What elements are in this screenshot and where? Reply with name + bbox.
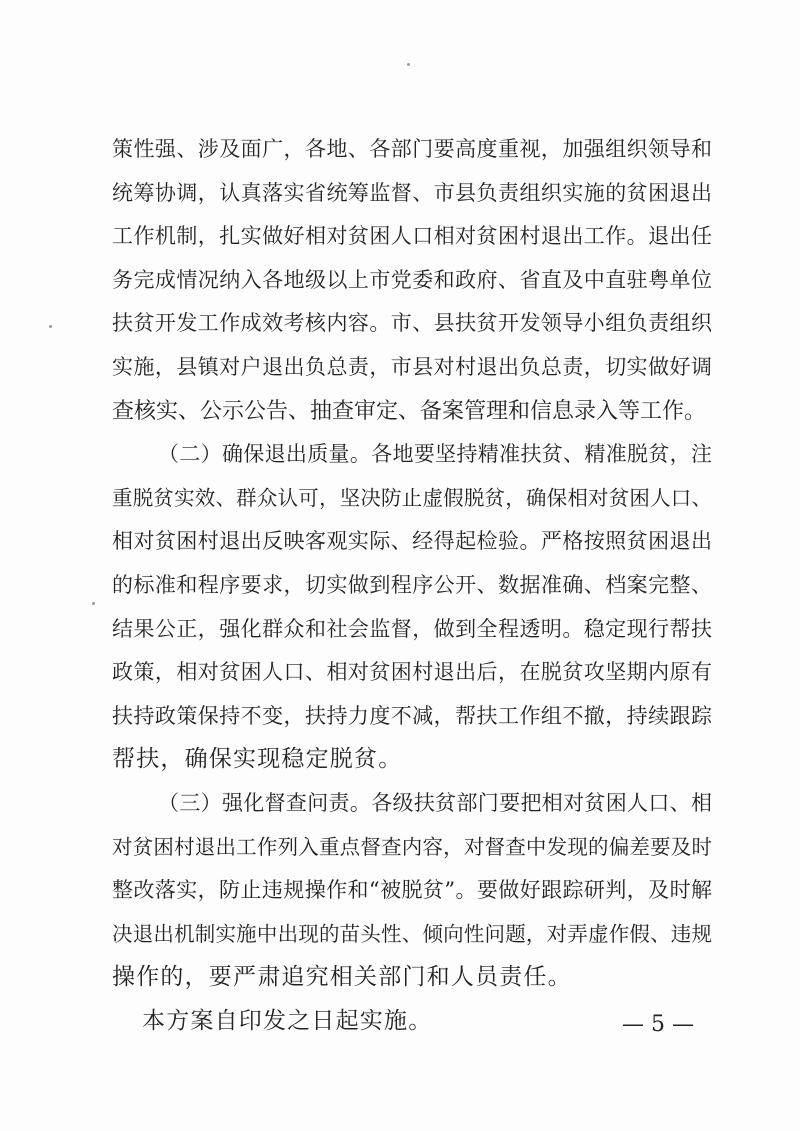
text-line: 政策，相对贫困人口、相对贫困村退出后，在脱贫攻坚期内原有 [112, 660, 712, 685]
text-line: 统筹协调，认真落实省统筹监督、市县负责组织实施的贫困退出 [112, 180, 712, 205]
text-line: 决退出机制实施中出现的苗头性、倾向性问题，对弄虚作假、违规 [112, 921, 712, 946]
text-line: 策性强、涉及面广，各地、各部门要高度重视，加强组织领导和 [112, 137, 712, 161]
page-number: — 5 — [622, 1012, 694, 1037]
text-line: 工作机制，扎实做好相对贫困人口相对贫困村退出工作。退出任 [112, 224, 712, 249]
paragraph-heading-line: （三）强化督查问责。各级扶贫部门要把相对贫困人口、相 [158, 790, 712, 815]
text-line: 重脱贫实效、群众认可，坚决防止虚假脱贫，确保相对贫困人口、 [112, 485, 712, 510]
text-line: 扶贫开发工作成效考核内容。市、县扶贫开发领导小组负责组织 [112, 311, 712, 336]
text-line: 查核实、公示公告、抽查审定、备案管理和信息录入等工作。 [112, 398, 707, 424]
closing-line: 本方案自印发之日起实施。 [142, 1007, 433, 1034]
text-line: 操作的，要严肃追究相关部门和人员责任。 [112, 964, 572, 991]
scan-speck [92, 602, 95, 605]
text-line: 帮扶，确保实现稳定脱贫。 [112, 746, 403, 773]
text-line: 务完成情况纳入各地级以上市党委和政府、省直及中直驻粤单位 [112, 267, 712, 292]
scan-speck [49, 325, 52, 328]
text-line: 实施，县镇对户退出负总责，市县对村退出负总责，切实做好调 [112, 354, 712, 379]
document-body [112, 128, 712, 1043]
text-line: 结果公正，强化群众和社会监督，做到全程透明。稳定现行帮扶 [112, 616, 712, 641]
text-line: 的标准和程序要求，切实做到程序公开、数据准确、档案完整、 [112, 572, 712, 597]
text-line: 相对贫困村退出反映客观实际、经得起检验。严格按照贫困退出 [112, 529, 712, 554]
text-line: 整改落实，防止违规操作和“被脱贫”。要做好跟踪研判，及时解 [112, 878, 712, 903]
text-line: 对贫困村退出工作列入重点督查内容，对督查中发现的偏差要及时 [112, 834, 712, 859]
paragraph-heading-line: （二）确保退出质量。各地要坚持精准扶贫、精准脱贫，注 [158, 442, 712, 467]
scan-speck [407, 63, 410, 66]
text-line: 扶持政策保持不变，扶持力度不减，帮扶工作组不撤，持续跟踪 [112, 703, 712, 728]
